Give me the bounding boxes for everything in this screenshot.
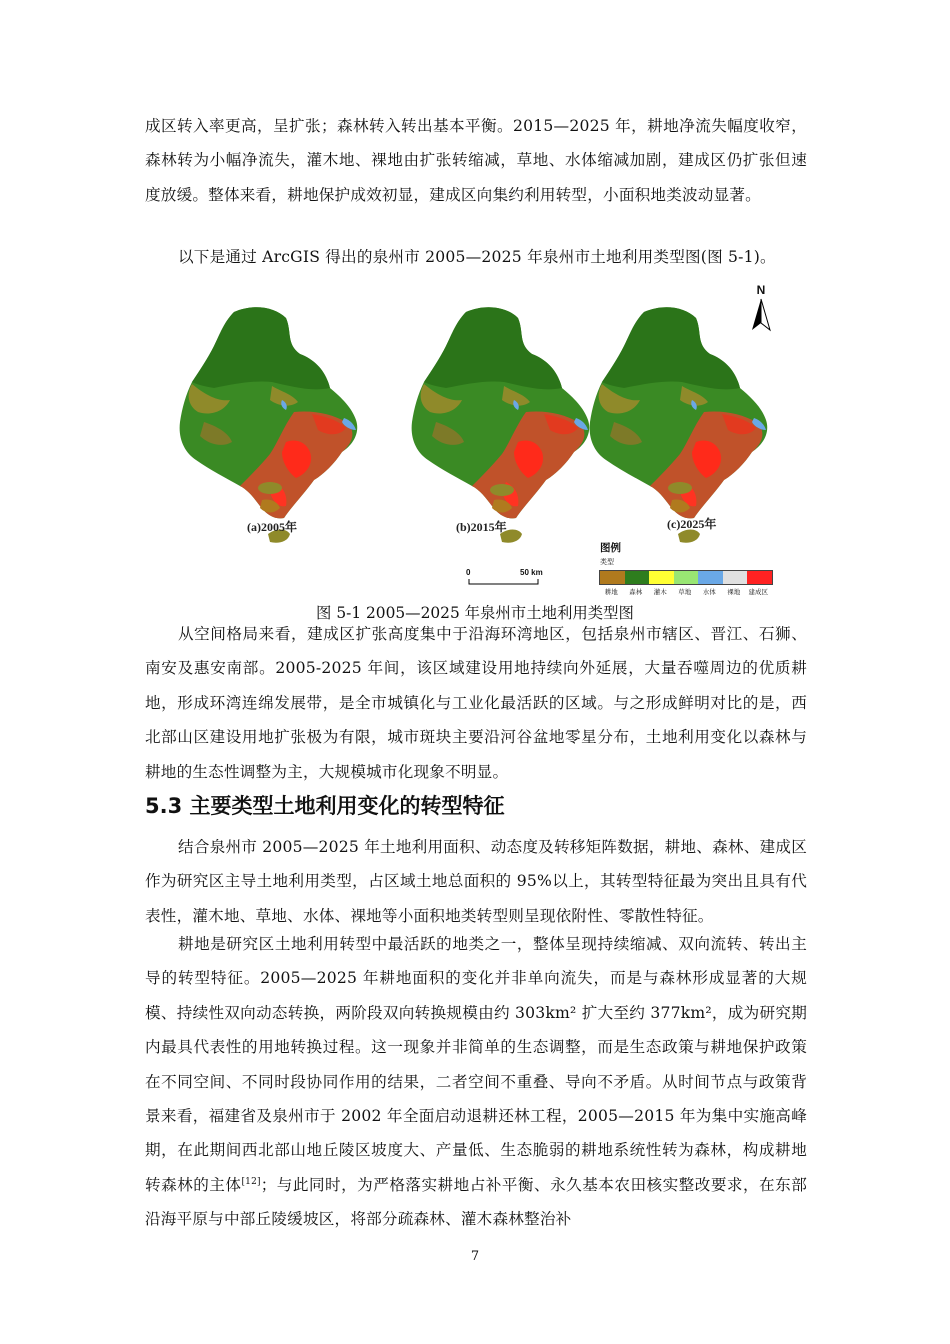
panel-label-2005: (a)2005年 <box>247 520 297 534</box>
legend-label-2: 灌木 <box>653 589 667 596</box>
legend-label-4: 水体 <box>702 589 716 596</box>
north-label: N <box>756 283 766 297</box>
citation-reference[interactable]: [12] <box>241 1176 261 1187</box>
panel-label-2015: (b)2015年 <box>456 520 507 534</box>
legend-subtitle: 类型 <box>600 559 614 566</box>
cropland-text-part2: ；与此同时，为严格落实耕地占补平衡、永久基本农田核实整改要求，在东部沿海平原与中部丘陵缓坡区，将部分疏森林、灌木森林整治补 <box>145 1175 807 1229</box>
panel-label-2025: (c)2025年 <box>667 517 717 531</box>
legend-swatch-0 <box>600 571 625 584</box>
legend-swatch-2 <box>649 571 674 584</box>
scale-bar-line <box>466 568 556 592</box>
north-arrow <box>748 283 774 333</box>
map-2005 <box>180 307 358 543</box>
legend-swatch-3 <box>674 571 699 584</box>
figure-caption: 图 5-1 2005—2025 年泉州市土地利用类型图 <box>316 604 634 622</box>
legend-swatch-6 <box>747 571 772 584</box>
map-legend <box>599 540 784 600</box>
legend-swatch-5 <box>723 571 748 584</box>
legend-swatch-4 <box>698 571 723 584</box>
scale-zero: 0 <box>466 568 471 577</box>
paragraph-figure-intro: 以下是通过 ArcGIS 得出的泉州市 2005—2025 年泉州市土地利用类型图(图 5-1)。 <box>178 248 776 266</box>
map-2015 <box>412 307 590 543</box>
scale-bar <box>466 568 556 592</box>
map-2025 <box>590 307 768 543</box>
paragraph-land-change-summary: 成区转入率更高，呈扩张；森林转入转出基本平衡。2015—2025 年，耕地净流失幅度收窄，森林转为小幅净流失，灌木地、裸地由扩张转缩减，草地、水体缩减加剧，建成区仍扩张但速度放缓。整体来看，耕地保护成效初显，建成区向集约利用转型，小面积地类波动显著。 <box>145 117 807 204</box>
legend-labels <box>599 587 771 596</box>
legend-title: 图例 <box>600 542 621 554</box>
legend-label-1: 森林 <box>629 589 643 596</box>
legend-label-5: 裸地 <box>727 589 741 596</box>
section-heading-5-3: 5.3 主要类型土地利用变化的转型特征 <box>145 794 505 818</box>
paragraph-spatial-pattern: 从空间格局来看，建成区扩张高度集中于沿海环湾地区，包括泉州市辖区、晋江、石狮、南安及惠安南部。2005-2025 年间，该区域建设用地持续向外延展，大量吞噬周边的优质耕地，形成环湾连绵发展带，是全市城镇化与工业化最活跃的区域。与之形成鲜明对比的是，西北部山区建设用地扩张极为有限，城市斑块主要沿河谷盆地零星分布，土地利用变化以森林与耕地的生态性调整为主，大规模城市化现象不明显。 <box>145 625 807 781</box>
paragraph-dominant-types: 结合泉州市 2005—2025 年土地利用面积、动态度及转移矩阵数据，耕地、森林、建成区作为研究区主导土地利用类型，占区域土地总面积的 95%以上，其转型特征最为突出且具有代表性，灌木地、草地、水体、裸地等小面积地类转型则呈现依附性、零散性特征。 <box>145 838 807 925</box>
legend-swatch-1 <box>625 571 650 584</box>
legend-label-3: 草地 <box>678 589 692 596</box>
north-arrow-icon <box>748 283 774 333</box>
cropland-text-part1: 耕地是研究区土地利用转型中最活跃的地类之一，整体呈现持续缩减、双向流转、转出主导的转型特征。2005—2025 年耕地面积的变化并非单向流失，而是与森林形成显著的大规模、持续性双向动态转换，两阶段双向转换规模由约 303km² 扩大至约 377km²，成为研究期内最具代表性的用地转换过程。这一现象并非简单的生态调整，而是生态政策与耕地保护政策在不同空间、不同时段协同作用的结果，二者空间不重叠、导向不矛盾。从时间节点与政策背景来看，福建省及泉州市于 2002 年全面启动退耕还林工程，2005—2015 年为集中实施高峰期，在此期间西北部山地丘陵区坡度大、产量低、生态脆弱的耕地系统性转为森林，构成耕地转森林的主体 <box>145 935 807 1194</box>
paragraph-cropland-transition <box>145 927 807 1237</box>
scale-max: 50 km <box>520 568 543 577</box>
legend-swatches <box>599 570 773 585</box>
legend-label-6: 建成区 <box>748 589 768 596</box>
legend-label-0: 耕地 <box>604 589 618 596</box>
page-number: 7 <box>470 1249 480 1264</box>
